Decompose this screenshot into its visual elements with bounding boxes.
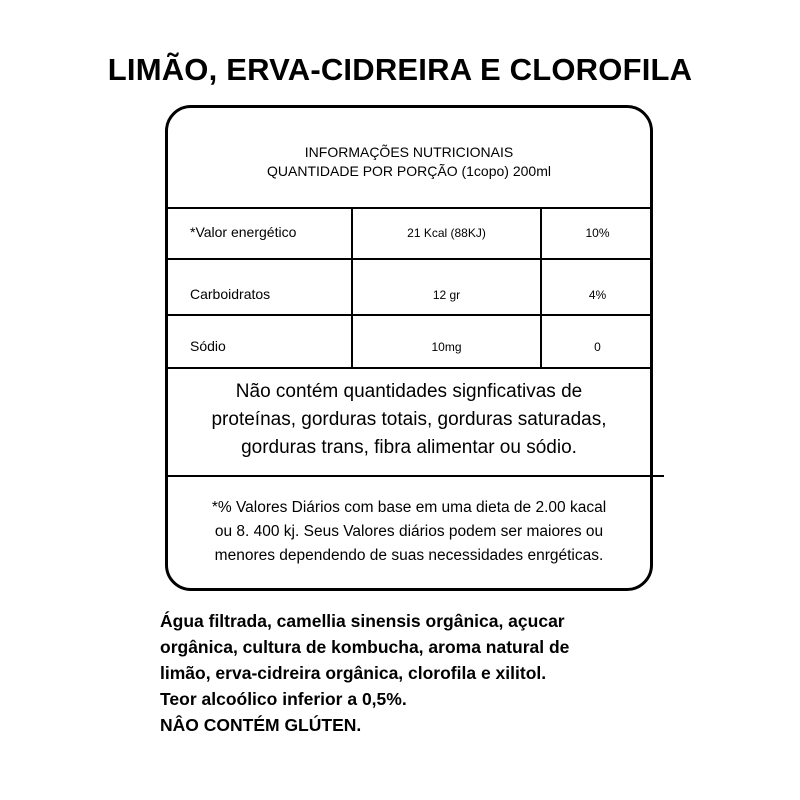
nutrient-name: *Valor energético (190, 224, 297, 240)
alcohol-content: Teor alcoólico inferior a 0,5%. (160, 689, 407, 709)
nutrient-amount: 21 Kcal (88KJ) (407, 226, 486, 240)
nutrient-daily-value: 4% (588, 288, 607, 302)
ingredients-line: limão, erva-cidreira orgânica, clorofila e xilitol. (160, 663, 547, 683)
serving-size: QUANTIDADE POR PORÇÃO (1copo) 200ml (267, 163, 551, 179)
note-line: proteínas, gorduras totais, gorduras saturadas, (211, 409, 607, 430)
divider (168, 367, 650, 369)
divider (168, 258, 650, 260)
nutrient-amount: 12 gr (432, 288, 461, 302)
note-line: Não contém quantidades signficativas de (235, 381, 583, 402)
nutrition-header-title: INFORMAÇÕES NUTRICIONAIS (304, 144, 514, 160)
footnote-line: *% Valores Diários com base em uma dieta de 2.00 kacal (211, 499, 607, 516)
nutrient-name: Sódio (190, 338, 226, 354)
note-line: gorduras trans, fibra alimentar ou sódio. (241, 437, 577, 458)
gluten-warning: NÂO CONTÉM GLÚTEN. (160, 715, 362, 735)
nutrition-header (168, 143, 650, 181)
nutrition-note (168, 378, 650, 462)
ingredients-line: orgânica, cultura de kombucha, aroma natural de (160, 637, 570, 657)
nutrient-name: Carboidratos (190, 286, 271, 302)
divider (168, 207, 650, 209)
footnote-line: ou 8. 400 kj. Seus Valores diários podem ser maiores ou (214, 523, 604, 540)
nutrient-daily-value: 0 (594, 340, 601, 354)
ingredients-line: Água filtrada, camellia sinensis orgânica, açucar (160, 611, 565, 631)
divider (650, 475, 664, 477)
nutrition-facts-panel (165, 105, 653, 591)
nutrient-daily-value: 10% (585, 226, 610, 240)
divider (168, 475, 650, 477)
footnote-line: menores dependendo de suas necessidades enrgéticas. (214, 547, 604, 564)
daily-value-footnote (168, 496, 650, 568)
product-title: LIMÃO, ERVA-CIDREIRA E CLOROFILA (107, 52, 693, 87)
divider (168, 314, 650, 316)
ingredients-text (160, 608, 720, 738)
nutrient-amount: 10mg (431, 340, 462, 354)
